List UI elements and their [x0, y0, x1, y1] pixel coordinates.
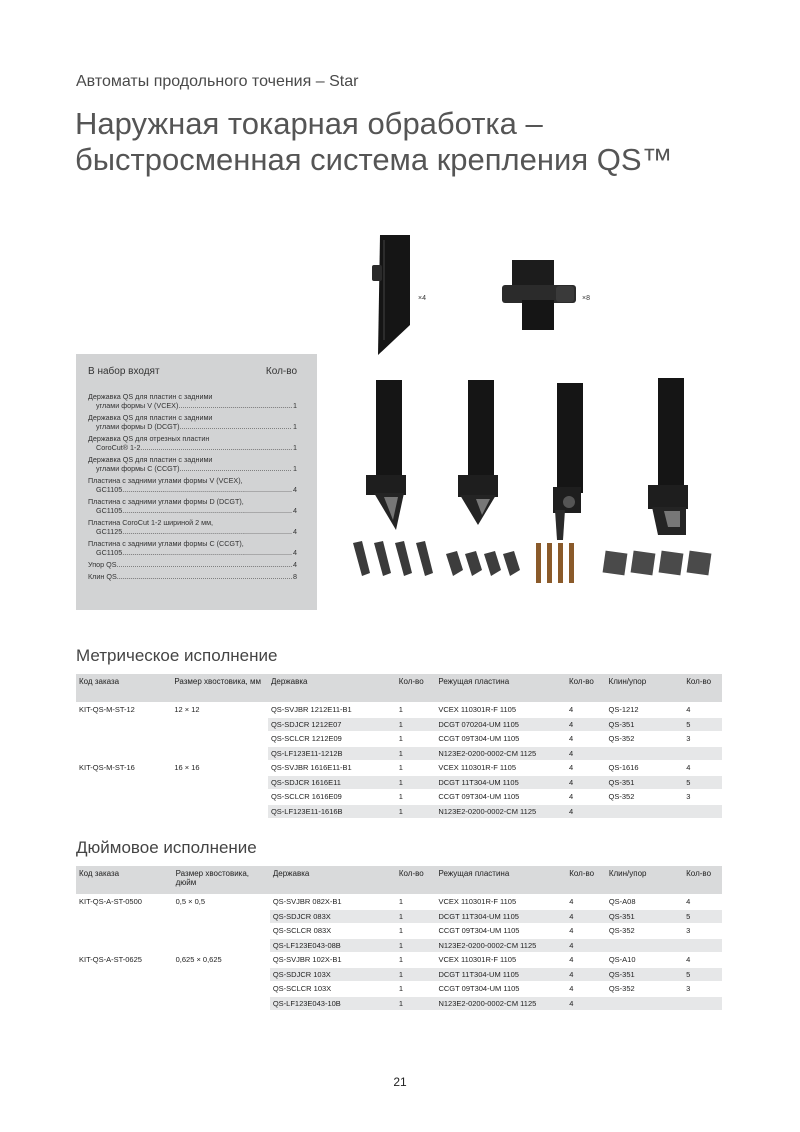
kit-item-leader: [122, 527, 292, 536]
table-cell: 1: [396, 967, 436, 982]
kit-item-line2: [88, 527, 297, 536]
table-cell: QS-SCLCR 1212E09: [268, 732, 396, 747]
table-row: [76, 895, 722, 910]
table-cell: QS-352: [606, 732, 684, 747]
kit-item-line2: [88, 485, 297, 494]
table-row: [76, 924, 722, 939]
kit-item-line1: Пластина с задними углами формы V (VCEX),: [88, 476, 243, 485]
column-header: Размер хвостовика, дюйм: [173, 866, 270, 895]
table-cell: QS-SVJBR 082X-B1: [270, 895, 396, 910]
kit-item-leader: [140, 443, 292, 452]
kit-item-leader: [122, 485, 292, 494]
column-header: Режущая пластина: [435, 674, 566, 703]
table-cell: [76, 996, 173, 1010]
table-cell: [683, 804, 722, 818]
table-cell: 4: [566, 703, 606, 718]
table-cell: N123E2-0200-0002-CM 1125: [435, 746, 566, 761]
table-cell: QS-351: [606, 717, 684, 732]
table-cell: 4: [566, 761, 606, 776]
table-cell: VCEX 110301R-F 1105: [435, 895, 566, 910]
kit-item-leader: [122, 506, 292, 515]
column-header: Кол-во: [396, 866, 436, 895]
table-cell: [171, 746, 268, 761]
table-cell: CCGT 09T304-UM 1105: [435, 790, 566, 805]
table-cell: [171, 775, 268, 790]
kit-item-line2: [88, 422, 297, 431]
table-cell: 4: [566, 804, 606, 818]
table-cell: [76, 804, 171, 818]
kit-item: [88, 434, 297, 452]
kit-item-leader: [117, 560, 292, 569]
kit-item-qty: 8: [293, 572, 297, 581]
inch-table: [76, 866, 722, 1010]
table-cell: QS-SDJCR 103X: [270, 967, 396, 982]
column-header: Код заказа: [76, 866, 173, 895]
table-row: [76, 746, 722, 761]
table-cell: [76, 909, 173, 924]
table-cell: [171, 790, 268, 805]
kit-item-qty: 1: [293, 464, 297, 473]
table-cell: 4: [566, 938, 606, 953]
table-cell: 1: [396, 732, 436, 747]
table-cell: 1: [396, 895, 436, 910]
kit-item-line1: Пластина с задними углами формы D (DCGT),: [88, 497, 244, 506]
table-cell: QS-SCLCR 083X: [270, 924, 396, 939]
metric-table: [76, 674, 722, 818]
inch-section-title: Дюймовое исполнение: [76, 838, 257, 857]
kit-item-label: GC1105: [96, 485, 123, 494]
table-row: [76, 953, 722, 968]
column-header: Кол-во: [396, 674, 436, 703]
table-row: [76, 790, 722, 805]
table-cell: 1: [396, 982, 436, 997]
table-cell: [76, 967, 173, 982]
kit-item-qty: 4: [293, 506, 297, 515]
column-header: Режущая пластина: [435, 866, 566, 895]
kit-item: [88, 455, 297, 473]
table-cell: QS-1212: [606, 703, 684, 718]
kit-item-label: Упор QS: [88, 560, 117, 569]
table-cell: [76, 717, 171, 732]
table-cell: [606, 804, 684, 818]
column-header: Размер хвостовика, мм: [171, 674, 268, 703]
table-cell: KIT-QS-M-ST-12: [76, 703, 171, 718]
kit-header: [88, 366, 297, 377]
table-cell: CCGT 09T304-UM 1105: [435, 924, 566, 939]
table-cell: N123E2-0200-0002-CM 1125: [435, 938, 566, 953]
table-row: [76, 967, 722, 982]
kit-item: [88, 572, 297, 581]
table-cell: [171, 732, 268, 747]
wedge-multiplier: ×4: [418, 295, 426, 302]
table-cell: 4: [683, 761, 722, 776]
table-cell: VCEX 110301R-F 1105: [435, 953, 566, 968]
table-row: [76, 938, 722, 953]
kit-item-qty: 4: [293, 560, 297, 569]
table-cell: 4: [566, 982, 606, 997]
kit-heading: В набор входят: [88, 366, 160, 377]
table-cell: QS-LF123E043-08B: [270, 938, 396, 953]
table-cell: VCEX 110301R-F 1105: [435, 761, 566, 776]
table-row: [76, 717, 722, 732]
kit-item: [88, 560, 297, 569]
kit-item-leader: [180, 422, 292, 431]
table-cell: DCGT 11T304-UM 1105: [435, 775, 566, 790]
kit-item: [88, 392, 297, 410]
table-row: [76, 909, 722, 924]
page-title-line-2: быстросменная система крепления QS™: [75, 142, 673, 177]
table-cell: QS-SVJBR 1212E11-B1: [268, 703, 396, 718]
table-cell: 4: [566, 924, 606, 939]
table-row: [76, 703, 722, 718]
table-cell: QS-SDJCR 083X: [270, 909, 396, 924]
table-cell: 1: [396, 775, 436, 790]
kit-item-label: углами формы D (DCGT): [96, 422, 180, 431]
table-header-row: [76, 674, 722, 703]
table-cell: N123E2-0200-0002-CM 1125: [435, 996, 566, 1010]
table-cell: VCEX 110301R-F 1105: [435, 703, 566, 718]
table-cell: 3: [683, 982, 722, 997]
table-cell: QS-352: [606, 924, 683, 939]
table-cell: 4: [566, 909, 606, 924]
kit-item-qty: 4: [293, 485, 297, 494]
table-cell: DCGT 11T304-UM 1105: [435, 967, 566, 982]
table-cell: [606, 938, 683, 953]
table-cell: [173, 982, 270, 997]
table-cell: 5: [683, 717, 722, 732]
table-cell: 1: [396, 717, 436, 732]
table-cell: 4: [566, 967, 606, 982]
table-cell: 0,5 × 0,5: [173, 895, 270, 910]
kit-qty-heading: Кол-во: [265, 366, 297, 377]
holder-vcex-image: [358, 375, 418, 535]
page-subtitle: Автоматы продольного точения – Star: [76, 73, 359, 90]
kit-item-line2: [88, 560, 297, 569]
table-cell: QS-351: [606, 967, 683, 982]
table-cell: [76, 982, 173, 997]
table-cell: [173, 967, 270, 982]
table-cell: [173, 996, 270, 1010]
table-cell: [683, 996, 722, 1010]
table-cell: 4: [566, 895, 606, 910]
table-cell: 1: [396, 938, 436, 953]
table-cell: QS-A10: [606, 953, 683, 968]
table-cell: 4: [683, 895, 722, 910]
table-row: [76, 761, 722, 776]
table-cell: 5: [683, 909, 722, 924]
kit-contents-box: [76, 354, 317, 610]
table-cell: QS-SVJBR 1616E11-B1: [268, 761, 396, 776]
table-cell: 4: [566, 775, 606, 790]
table-row: [76, 982, 722, 997]
column-header: Кол-во: [566, 866, 606, 895]
table-cell: 1: [396, 790, 436, 805]
table-cell: 3: [683, 732, 722, 747]
dcgt-inserts-image: [443, 548, 523, 580]
column-header: Кол-во: [683, 674, 722, 703]
table-cell: [76, 938, 173, 953]
kit-list: [88, 392, 297, 584]
ccgt-inserts-image: [600, 548, 715, 580]
table-cell: [173, 924, 270, 939]
kit-item: [88, 518, 297, 536]
column-header: Кол-во: [566, 674, 606, 703]
kit-item-label: GC1105: [96, 548, 123, 557]
column-header: Державка: [268, 674, 396, 703]
table-cell: QS-SCLCR 1616E09: [268, 790, 396, 805]
table-cell: 1: [396, 761, 436, 776]
table-row: [76, 996, 722, 1010]
stop-multiplier: ×8: [582, 295, 590, 302]
kit-item-label: GC1105: [96, 506, 123, 515]
table-cell: CCGT 09T304-UM 1105: [435, 982, 566, 997]
page-title: [75, 106, 673, 178]
table-cell: [173, 938, 270, 953]
table-cell: 1: [396, 703, 436, 718]
kit-item-qty: 1: [293, 401, 297, 410]
table-cell: 4: [683, 703, 722, 718]
table-cell: QS-LF123E11-1616B: [268, 804, 396, 818]
table-cell: 4: [566, 746, 606, 761]
kit-item-leader: [122, 548, 292, 557]
table-cell: QS-SDJCR 1212E07: [268, 717, 396, 732]
qs-stop-image: [500, 255, 580, 340]
kit-item-label: углами формы V (VCEX): [96, 401, 179, 410]
table-cell: QS-1616: [606, 761, 684, 776]
table-cell: [76, 790, 171, 805]
table-cell: [76, 732, 171, 747]
kit-item-line2: [88, 443, 297, 452]
kit-item-line2: [88, 464, 297, 473]
kit-item-leader: [117, 572, 292, 581]
kit-item-qty: 4: [293, 527, 297, 536]
holder-ccgt-image: [640, 375, 700, 545]
metric-section-title: Метрическое исполнение: [76, 646, 278, 665]
kit-item-label: GC1125: [96, 527, 123, 536]
table-cell: [606, 996, 683, 1010]
kit-item-line2: [88, 506, 297, 515]
table-cell: N123E2-0200-0002-CM 1125: [435, 804, 566, 818]
table-cell: 4: [566, 996, 606, 1010]
table-cell: QS-SVJBR 102X-B1: [270, 953, 396, 968]
holder-corocut-image: [545, 375, 595, 545]
kit-item-qty: 1: [293, 422, 297, 431]
kit-item: [88, 413, 297, 431]
table-cell: QS-352: [606, 982, 683, 997]
table-cell: [606, 746, 684, 761]
table-cell: 4: [566, 953, 606, 968]
table-cell: QS-SCLCR 103X: [270, 982, 396, 997]
kit-item-line1: Пластина CoroCut 1-2 шириной 2 мм,: [88, 518, 214, 527]
table-cell: 1: [396, 953, 436, 968]
holder-dcgt-image: [448, 375, 508, 535]
kit-item-line1: Державка QS для пластин с задними: [88, 455, 213, 464]
kit-item-label: CoroCut® 1-2: [96, 443, 141, 452]
table-row: [76, 775, 722, 790]
kit-item-line1: Державка QS для отрезных пластин: [88, 434, 210, 443]
table-cell: KIT-QS-A-ST-0625: [76, 953, 173, 968]
kit-item-line2: [88, 401, 297, 410]
page-number: 21: [393, 1075, 407, 1089]
kit-item-line2: [88, 548, 297, 557]
kit-item: [88, 539, 297, 557]
column-header: Державка: [270, 866, 396, 895]
table-cell: 4: [566, 717, 606, 732]
table-cell: 1: [396, 746, 436, 761]
table-cell: 12 × 12: [171, 703, 268, 718]
table-cell: 5: [683, 775, 722, 790]
table-cell: QS-LF123E043-10B: [270, 996, 396, 1010]
table-cell: QS-351: [606, 775, 684, 790]
table-cell: 5: [683, 967, 722, 982]
table-cell: QS-352: [606, 790, 684, 805]
kit-item-qty: 4: [293, 548, 297, 557]
column-header: Кол-во: [683, 866, 722, 895]
kit-item-label: Клин QS: [88, 572, 117, 581]
table-cell: 1: [396, 909, 436, 924]
table-cell: KIT-QS-M-ST-16: [76, 761, 171, 776]
table-cell: 4: [566, 790, 606, 805]
table-cell: 1: [396, 996, 436, 1010]
table-cell: QS-A08: [606, 895, 683, 910]
column-header: Клин/упор: [606, 866, 683, 895]
kit-item: [88, 497, 297, 515]
column-header: Клин/упор: [606, 674, 684, 703]
table-cell: [683, 746, 722, 761]
vcex-inserts-image: [350, 538, 440, 580]
table-cell: [683, 938, 722, 953]
kit-item-qty: 1: [293, 443, 297, 452]
corocut-inserts-image: [533, 540, 583, 588]
table-cell: [171, 804, 268, 818]
table-cell: [76, 924, 173, 939]
table-row: [76, 732, 722, 747]
table-cell: KIT-QS-A-ST-0500: [76, 895, 173, 910]
table-cell: 0,625 × 0,625: [173, 953, 270, 968]
kit-item-line2: [88, 572, 297, 581]
table-cell: QS-SDJCR 1616E11: [268, 775, 396, 790]
table-cell: 1: [396, 924, 436, 939]
table-cell: [76, 746, 171, 761]
table-cell: 1: [396, 804, 436, 818]
table-cell: QS-LF123E11-1212B: [268, 746, 396, 761]
kit-item-line1: Державка QS для пластин с задними: [88, 413, 213, 422]
table-cell: 4: [683, 953, 722, 968]
table-header-row: [76, 866, 722, 895]
table-cell: DCGT 070204-UM 1105: [435, 717, 566, 732]
table-cell: [173, 909, 270, 924]
table-cell: 3: [683, 790, 722, 805]
qs-wedge-image: [370, 230, 420, 360]
kit-item-label: углами формы C (CCGT): [96, 464, 180, 473]
page-title-line-1: Наружная токарная обработка –: [75, 106, 543, 141]
kit-item-leader: [180, 464, 292, 473]
kit-item-leader: [178, 401, 292, 410]
kit-item-line1: Державка QS для пластин с задними: [88, 392, 213, 401]
table-cell: [76, 775, 171, 790]
column-header: Код заказа: [76, 674, 171, 703]
table-cell: QS-351: [606, 909, 683, 924]
table-row: [76, 804, 722, 818]
kit-item-line1: Пластина с задними углами формы C (CCGT),: [88, 539, 244, 548]
table-cell: 3: [683, 924, 722, 939]
table-cell: 4: [566, 732, 606, 747]
table-cell: CCGT 09T304-UM 1105: [435, 732, 566, 747]
table-cell: 16 × 16: [171, 761, 268, 776]
table-cell: DCGT 11T304-UM 1105: [435, 909, 566, 924]
kit-item: [88, 476, 297, 494]
table-cell: [171, 717, 268, 732]
